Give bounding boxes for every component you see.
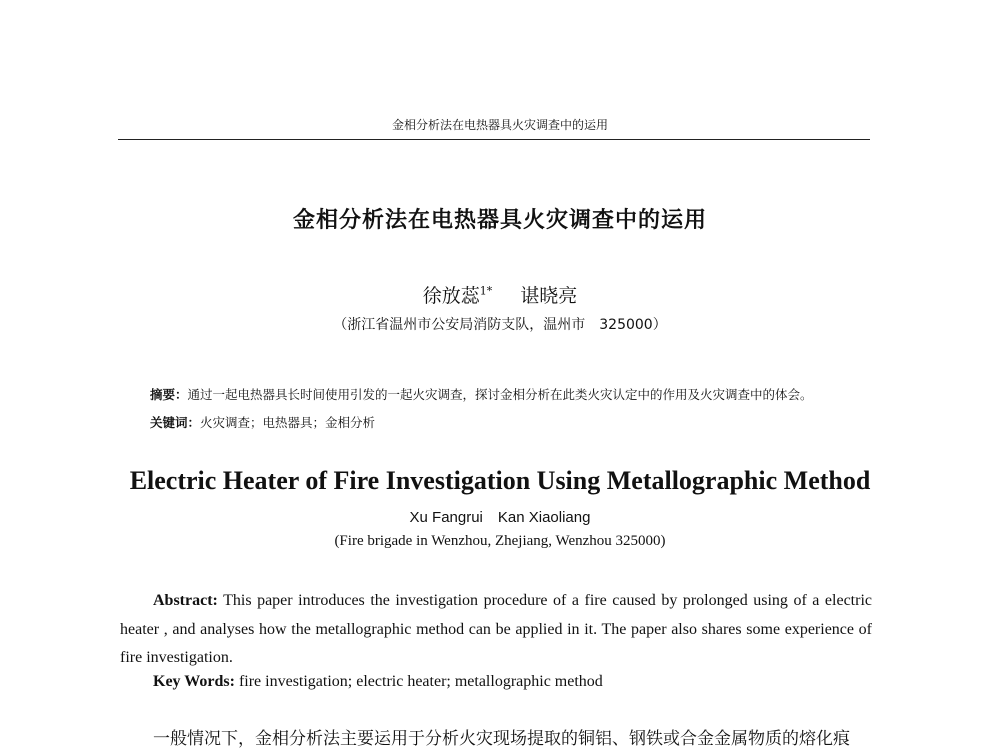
keywords-en-label: Key Words: — [153, 673, 235, 690]
affiliation-cn: （浙江省温州市公安局消防支队，温州市 325000） — [333, 317, 667, 333]
keywords-en — [153, 673, 603, 691]
author-1-mark: 1* — [479, 284, 493, 298]
abstract-cn-label: 摘要： — [150, 387, 188, 402]
header-rule — [118, 139, 870, 140]
keywords-cn-label: 关键词： — [150, 415, 201, 430]
affiliation-en: (Fire brigade in Wenzhou, Zhejiang, Wenzhou 325000) — [334, 533, 666, 549]
abstract-en-text: This paper introduces the investigation procedure of a fire caused by prolonged using of a electric heater , and analyses how the metallographic method can be applied in it. The paper also shares some experience of fire investigation. — [120, 592, 872, 666]
body-paragraph: 一般情况下，金相分析法主要运用于分析火灾现场提取的铜铝、钢铁或合金金属物质的熔化痕 — [153, 729, 850, 749]
author-1: 徐放蕊 — [422, 285, 480, 307]
abstract-en-label: Abstract: — [153, 592, 218, 609]
authors-cn — [0, 281, 1000, 308]
running-header: 金相分析法在电热器具火灾调查中的运用 — [391, 118, 608, 132]
abstract-cn-text: 通过一起电热器具长时间使用引发的一起火灾调查，探讨金相分析在此类火灾认定中的作用及火灾调查中的体会。 — [187, 387, 813, 402]
abstract-cn — [150, 385, 813, 403]
title-en: Electric Heater of Fire Investigation Using Metallographic Method — [129, 466, 871, 495]
authors-en: Xu Fangrui Kan Xiaoliang — [409, 509, 591, 526]
keywords-cn-text: 火灾调查；电热器具；金相分析 — [200, 415, 376, 430]
title-cn: 金相分析法在电热器具火灾调查中的运用 — [292, 208, 707, 233]
author-2: 谌晓亮 — [520, 285, 578, 307]
keywords-en-text: fire investigation; electric heater; metallographic method — [234, 673, 603, 690]
keywords-cn — [150, 413, 375, 431]
abstract-en — [120, 587, 872, 673]
